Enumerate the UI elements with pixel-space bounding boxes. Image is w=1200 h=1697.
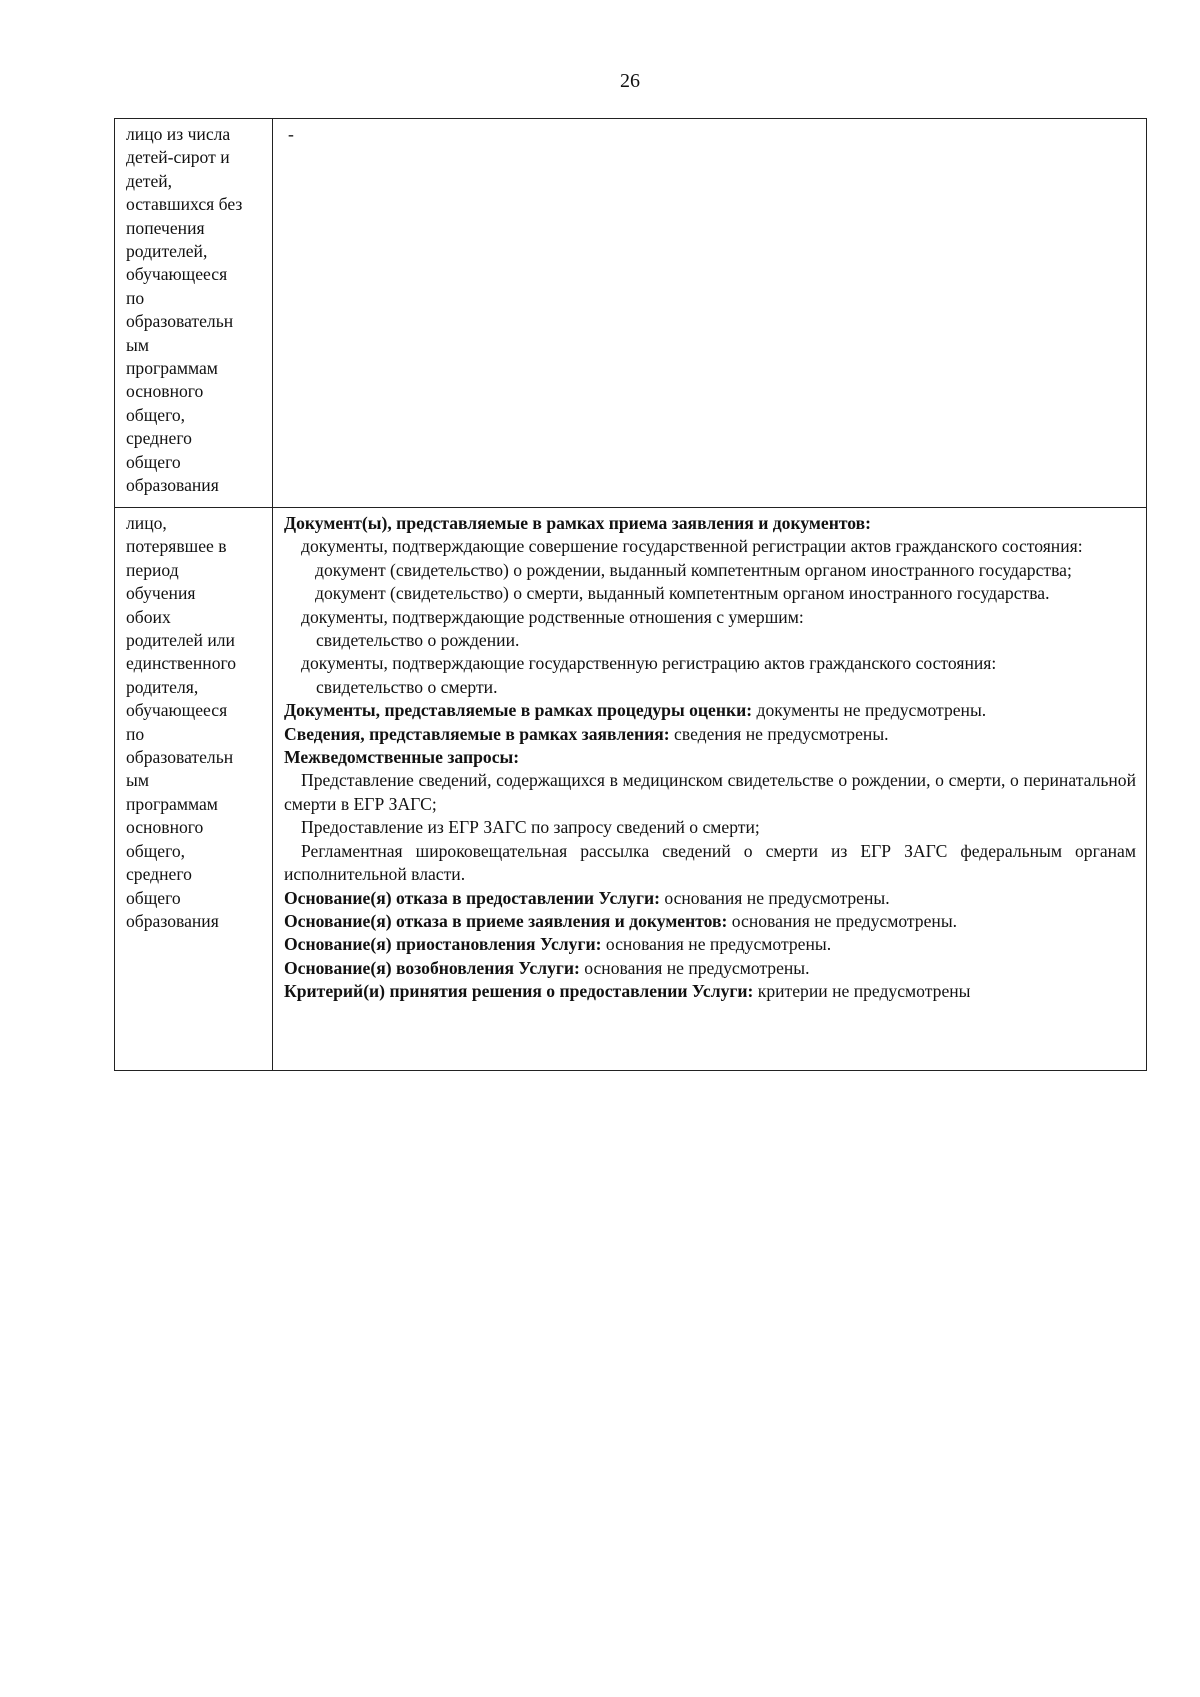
suspension	[284, 933, 1136, 956]
category-line: родителей,	[126, 241, 208, 262]
category-line: родителя,	[126, 676, 199, 697]
assessment-docs	[284, 699, 1136, 722]
category-line: обоих	[126, 606, 171, 627]
requests-heading: Межведомственные запросы:	[284, 747, 520, 768]
category-line: образовательн	[126, 747, 234, 768]
decision-criteria	[284, 980, 1136, 1003]
category-line: образовательн	[126, 311, 234, 332]
services-table	[114, 118, 1147, 1071]
category-line: образования	[126, 475, 219, 496]
request-item: Представление сведений, содержащихся в медицинском свидетельстве о рождении, о смерти, о перинатальной смерти в ЕГР ЗАГС;	[284, 770, 1136, 814]
category-line: родителей или	[126, 630, 235, 651]
doc-birth-foreign: документ (свидетельство) о рождении, выданный компетентным органом иностранного государства;	[315, 559, 1072, 580]
docs-kinship: документы, подтверждающие родственные отношения с умершим:	[301, 606, 804, 627]
documents-heading: Документ(ы), представляемые в рамках приема заявления и документов:	[284, 513, 871, 533]
content-cell	[273, 508, 1147, 1071]
application-info	[284, 723, 1136, 746]
category-line: период	[126, 559, 179, 580]
refusal-service-label: Основание(я) отказа в предоставлении Услуги:	[284, 887, 660, 908]
request-item: Регламентная широковещательная рассылка сведений о смерти из ЕГР ЗАГС федеральным органам исполнительной власти.	[284, 840, 1136, 885]
info-label: Сведения, представляемые в рамках заявления:	[284, 723, 670, 744]
category-line: обучения	[126, 583, 196, 604]
table-row	[115, 508, 1147, 1071]
doc-death-cert: свидетельство о смерти.	[316, 676, 498, 697]
category-line: лицо из числа	[126, 124, 231, 144]
category-line: программам	[126, 358, 218, 379]
info-value: сведения не предусмотрены.	[669, 723, 889, 744]
category-line: образования	[126, 910, 219, 931]
doc-birth-cert: свидетельство о рождении.	[316, 630, 520, 651]
category-line: общего	[126, 451, 181, 472]
request-item: Предоставление из ЕГР ЗАГС по запросу сведений о смерти;	[301, 817, 760, 838]
table-row	[115, 119, 1147, 508]
category-line: лицо,	[126, 513, 167, 533]
category-line: среднего	[126, 428, 192, 449]
category-line: обучающееся	[126, 700, 228, 721]
category-line: по	[126, 287, 145, 308]
category-line: оставшихся без	[126, 194, 243, 215]
category-cell	[115, 508, 273, 1071]
suspension-label: Основание(я) приостановления Услуги:	[284, 934, 602, 955]
suspension-value: основания не предусмотрены.	[601, 934, 832, 955]
category-line: потерявшее в	[126, 536, 227, 557]
category-line: основного	[126, 817, 204, 838]
criteria-label: Критерий(и) принятия решения о предоставлении Услуги:	[284, 981, 754, 1002]
empty-content-dash: -	[288, 124, 294, 144]
assessment-value: документы не предусмотрены.	[752, 700, 987, 721]
category-line: ым	[126, 334, 149, 355]
content-cell	[273, 119, 1147, 508]
category-line: программам	[126, 793, 218, 814]
category-line: обучающееся	[126, 264, 228, 285]
criteria-value: критерии не предусмотрены	[753, 981, 971, 1002]
category-line: общего,	[126, 840, 186, 861]
docs-civil-status: документы, подтверждающие совершение государственной регистрации актов гражданского состояния:	[301, 536, 1083, 557]
category-line: ым	[126, 770, 149, 791]
resumption-value: основания не предусмотрены.	[579, 957, 810, 978]
category-line: общего	[126, 887, 181, 908]
category-line: среднего	[126, 864, 192, 885]
docs-registration: документы, подтверждающие государственную регистрацию актов гражданского состояния:	[301, 653, 997, 674]
refusal-service	[284, 887, 1136, 910]
page-number: 26	[620, 70, 640, 92]
doc-death-foreign: документ (свидетельство) о смерти, выданный компетентным органом иностранного государства.	[315, 583, 1050, 604]
assessment-label: Документы, представляемые в рамках процедуры оценки:	[284, 700, 753, 721]
category-line: попечения	[126, 217, 205, 238]
refusal-docs-value: основания не предусмотрены.	[727, 910, 958, 931]
refusal-service-value: основания не предусмотрены.	[659, 887, 890, 908]
resumption-label: Основание(я) возобновления Услуги:	[284, 957, 580, 978]
refusal-docs	[284, 910, 1136, 933]
category-line: основного	[126, 381, 204, 402]
category-line: детей,	[126, 170, 173, 191]
category-line: единственного	[126, 653, 237, 674]
category-line: по	[126, 723, 145, 744]
resumption	[284, 957, 1136, 980]
refusal-docs-label: Основание(я) отказа в приеме заявления и документов:	[284, 910, 728, 931]
category-line: детей-сирот и	[126, 147, 230, 168]
category-cell	[115, 119, 273, 508]
category-line: общего,	[126, 404, 186, 425]
